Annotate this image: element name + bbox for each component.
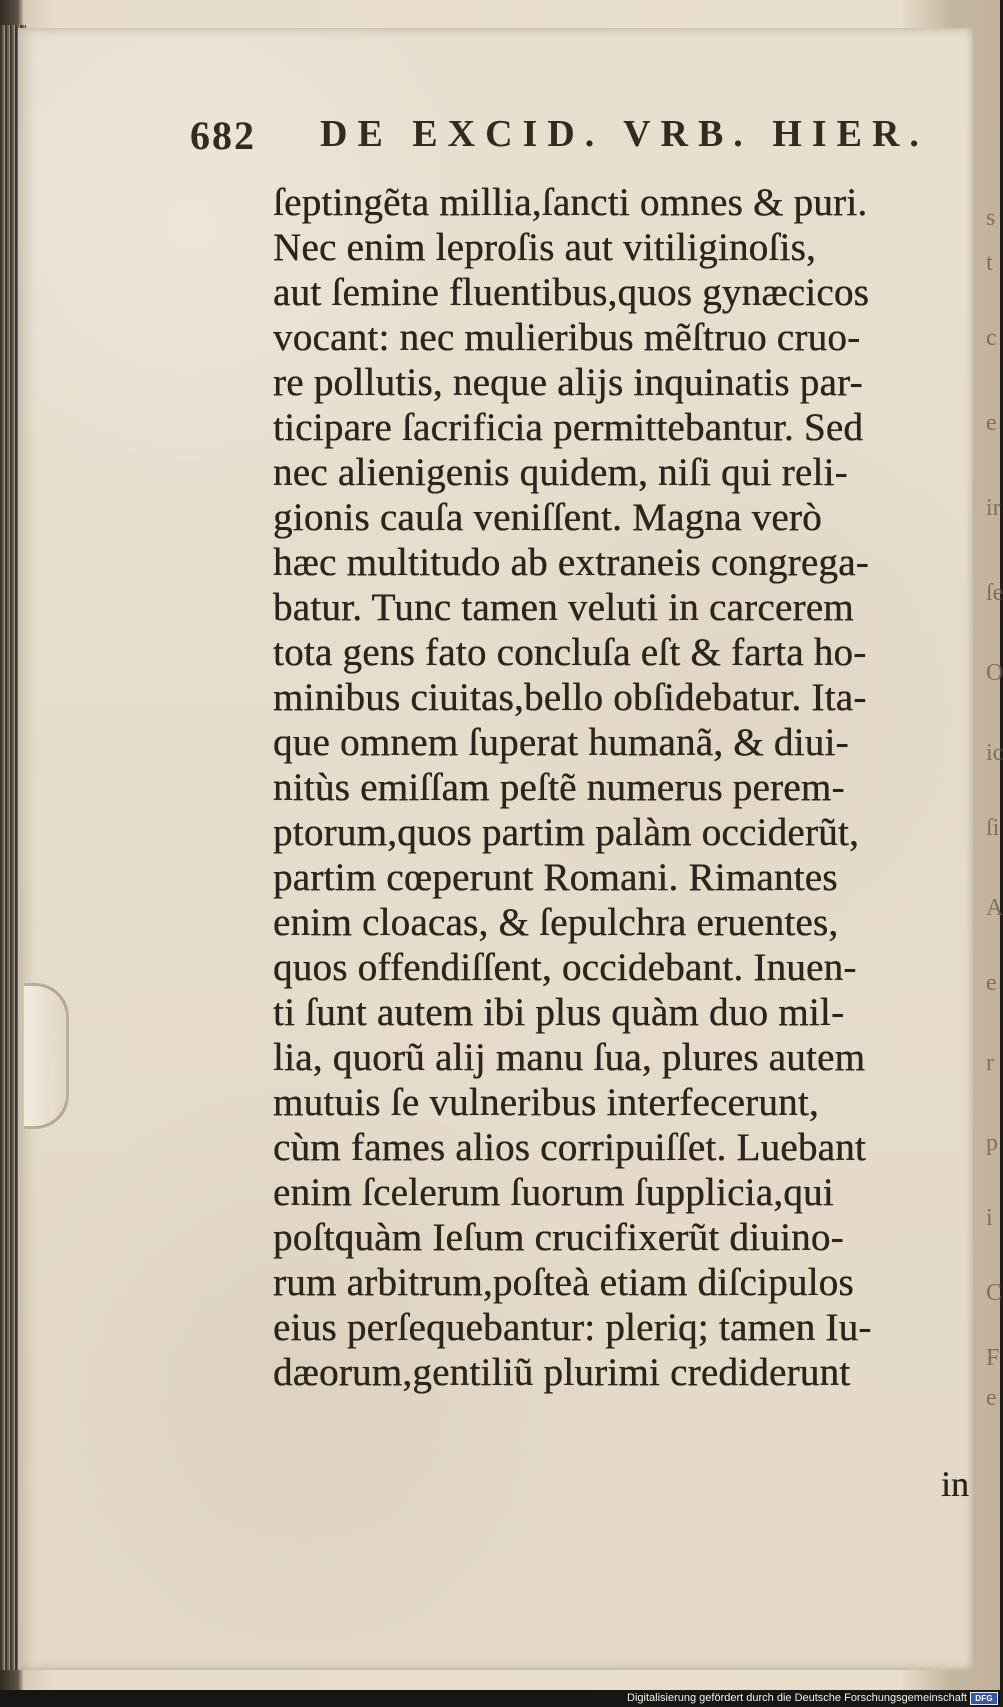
margin-fragment: p xyxy=(986,1130,998,1156)
margin-fragment: C xyxy=(986,1280,1003,1306)
text-line-15: ptorum,quos partim palàm occiderũt, xyxy=(273,811,860,854)
text-line-16: partim cœperunt Romani. Rimantes xyxy=(273,856,838,899)
running-head: DE EXCID. VRB. HIER. xyxy=(320,113,929,155)
text-line-22: cùm fames alios corripuiſſet. Luebant xyxy=(273,1126,866,1169)
text-line-17: enim cloacas, & ſepulchra eruentes, xyxy=(273,901,839,944)
margin-fragment: c xyxy=(986,325,997,351)
page-header xyxy=(190,110,929,170)
margin-fragment: A xyxy=(986,895,1003,921)
margin-fragment: r xyxy=(986,1050,994,1076)
text-line-21: mutuis ſe vulneribus interfecerunt, xyxy=(273,1081,819,1124)
adjacent-page-fragments xyxy=(986,205,1003,1411)
book-page xyxy=(18,28,973,1670)
text-line-6: ticipare ſacrificia permittebantur. Sed xyxy=(273,406,864,449)
text-line-25: rum arbitrum,poſteà etiam diſcipulos xyxy=(273,1261,854,1304)
text-line-19: ti ſunt autem ibi plus quàm duo mil- xyxy=(273,991,845,1034)
margin-fragment: e xyxy=(986,1385,997,1411)
text-line-4: vocant: nec mulieribus mẽſtruo cruo- xyxy=(273,316,861,359)
margin-fragment: t xyxy=(986,250,993,276)
margin-fragment: i xyxy=(986,1205,993,1231)
margin-fragment: ſi xyxy=(986,815,1000,841)
page-number: 682 xyxy=(190,113,256,158)
text-line-8: gionis cauſa veniſſent. Magna verò xyxy=(273,496,822,539)
text-line-23: enim ſcelerum ſuorum ſupplicia,qui xyxy=(273,1171,834,1214)
text-line-3: aut ſemine fluentibus,quos gynæcicos xyxy=(273,271,870,314)
text-line-7: nec alienigenis quidem, niſi qui reli- xyxy=(273,451,848,494)
catchword: in xyxy=(941,1464,970,1504)
margin-fragment: ſe xyxy=(986,580,1003,606)
margin-fragment: s xyxy=(986,205,996,231)
text-line-5: re pollutis, neque alijs inquinatis par- xyxy=(273,361,863,404)
margin-fragment: e xyxy=(986,970,997,996)
text-line-18: quos offendiſſent, occidebant. Inuen- xyxy=(273,946,857,989)
page-fold-mark xyxy=(24,983,69,1129)
text-line-11: tota gens fato concluſa eſt & farta ho- xyxy=(273,631,867,674)
margin-fragment: F xyxy=(986,1345,1000,1371)
margin-fragment: O xyxy=(986,660,1003,686)
dfg-logo: DFG xyxy=(970,1692,998,1705)
text-line-2: Nec enim leproſis aut vitiliginoſis, xyxy=(273,226,817,269)
text-line-13: que omnem ſuperat humanã, & diui- xyxy=(273,721,849,764)
text-line-1: ſeptingẽta millia,ſancti omnes & puri. xyxy=(273,181,868,224)
digitization-credit xyxy=(627,1691,998,1705)
text-line-24: poſtquàm Ieſum crucifixerũt diuino- xyxy=(273,1216,844,1259)
text-line-12: minibus ciuitas,bello obſidebatur. Ita- xyxy=(273,676,867,719)
text-line-26: eius perſequebantur: pleriq; tamen Iu- xyxy=(273,1306,872,1349)
text-block xyxy=(273,180,978,1395)
margin-fragment: e xyxy=(986,410,997,436)
text-line-27: dæorum,gentiliũ plurimi crediderunt xyxy=(273,1351,851,1394)
margin-fragment: ir xyxy=(986,495,1001,521)
text-line-9: hæc multitudo ab extraneis congrega- xyxy=(273,541,869,584)
text-line-20: lia, quorũ alij manu ſua, plures autem xyxy=(273,1036,866,1079)
text-line-10: batur. Tunc tamen veluti in carcerem xyxy=(273,586,854,629)
credit-text: Digitalisierung gefördert durch die Deutsche Forschungsgemeinschaft xyxy=(627,1692,967,1704)
margin-fragment: ic xyxy=(986,740,1003,766)
text-line-14: nitùs emiſſam peſtẽ numerus perem- xyxy=(273,766,845,809)
